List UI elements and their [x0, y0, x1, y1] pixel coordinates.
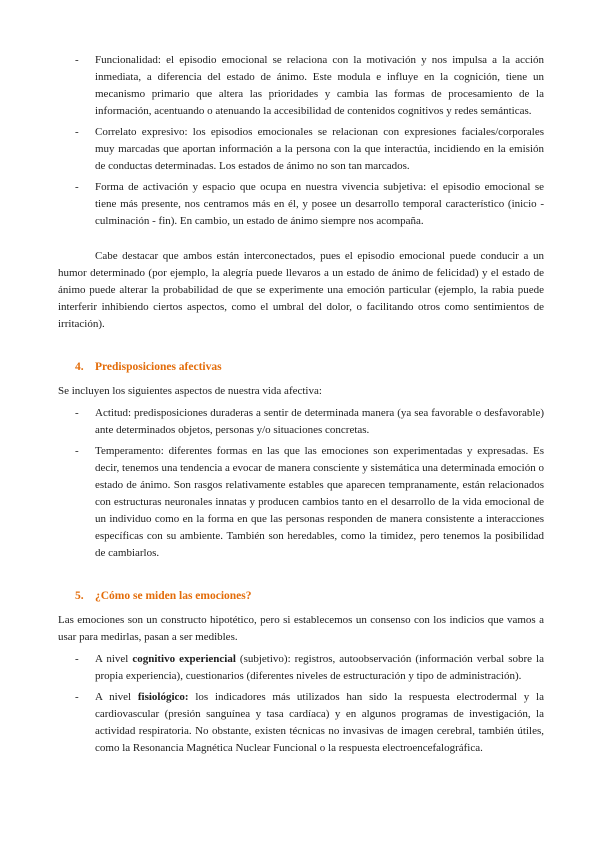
heading-number: 5.	[75, 590, 84, 602]
heading-label: ¿Cómo se miden las emociones?	[95, 590, 252, 602]
interconnection-paragraph: Cabe destacar que ambos están interconectados, pues el episodio emocional puede conducir a un humor determinado (por ejemplo, la alegría puede llevaros a un estado de ánimo de felicidad) y el estado de ánimo puede alterar la probabilidad de que se experimente una emoción particular (ejemplo, la rabia puede interferir inhibiendo ciertos aspectos, como el umbral del dolor, o facilitando otros como sentimientos de irritación).	[58, 250, 544, 330]
section-5-heading	[58, 588, 544, 605]
bold-text-run: cognitivo experiencial	[132, 653, 236, 665]
list-item	[58, 52, 544, 120]
section-5-intro: Las emociones son un constructo hipotético, pero si establecemos un consenso con los indicios que vamos a usar para medirlas, pasan a ser medibles.	[58, 614, 544, 643]
heading-number: 4.	[75, 361, 84, 373]
dash-marker: -	[75, 407, 79, 419]
text-run: (subjetivo): registros, autoobservación (información verbal sobre la propia experiencia), cuestionarios (diferentes niveles de estructuración y tipo de administración).	[95, 653, 544, 682]
list-item	[58, 124, 544, 175]
list-item-text: Funcionalidad: el episodio emocional se relaciona con la motivación y nos impulsa a la acción inmediata, a diferencia del estado de ánimo. Este modula e influye en la cognición, tiene un mecanismo primario que altera las prioridades y cambia las formas de procesamiento de la información, acentuando o atenuando la accesibilidad de contenidos cognitivos y redes semánticas.	[95, 54, 544, 117]
list-item	[58, 443, 544, 562]
section-4-heading	[58, 359, 544, 376]
dash-marker: -	[75, 181, 79, 193]
list-item	[58, 651, 544, 685]
heading-label: Predisposiciones afectivas	[95, 361, 222, 373]
list-item-text	[95, 651, 544, 685]
list-item-text	[95, 689, 544, 757]
list-item-text: Forma de activación y espacio que ocupa en nuestra vivencia subjetiva: el episodio emocional se tiene más presente, nos centramos más en él, y posee un desarrollo temporal característico (inicio - culminación - fin). En cambio, un estado de ánimo siempre nos acompaña.	[95, 181, 544, 227]
dash-marker: -	[75, 691, 79, 703]
list-item-text: Correlato expresivo: los episodios emocionales se relacionan con expresiones faciales/corporales muy marcadas que aportan información a la persona con la que interactúa, incidiendo en la emisión de conductas determinadas. Los estados de ánimo no son tan marcados.	[95, 126, 544, 172]
affective-predispositions-list	[58, 405, 544, 562]
bold-text-run: fisiológico:	[137, 691, 189, 703]
list-item-text: Actitud: predisposiciones duraderas a sentir de determinada manera (ya sea favorable o desfavorable) ante determinados objetos, personas y/o situaciones concretas.	[95, 407, 544, 436]
list-item	[58, 405, 544, 439]
dash-marker: -	[75, 126, 79, 138]
text-run: los indicadores más utilizados han sido la respuesta electrodermal y la cardiovascular (presión sanguínea y tasa cardíaca) y en algunos programas de investigación, la actividad respiratoria. No obstante, existen técnicas no invasivas de imagen cerebral, también útiles, como la Resonancia Magnética Nuclear Funcional o la respuesta electroencefalográfica.	[95, 691, 544, 754]
list-item	[58, 689, 544, 757]
text-run: A nivel	[95, 691, 138, 703]
text-run: A nivel	[95, 653, 133, 665]
section-4-intro: Se incluyen los siguientes aspectos de nuestra vida afectiva:	[58, 385, 322, 397]
episode-features-list	[58, 52, 544, 230]
dash-marker: -	[75, 54, 79, 66]
dash-marker: -	[75, 653, 79, 665]
list-item	[58, 179, 544, 230]
measurement-levels-list	[58, 651, 544, 757]
list-item-text: Temperamento: diferentes formas en las que las emociones son experimentadas y expresadas. Es decir, tenemos una tendencia a evocar de manera consciente y sistemática una determinada emoción o estado de ánimo. Son rasgos relativamente estables que aparecen tempranamente, están relacionados con estructuras neuronales innatas y producen cambios tanto en el desarrollo de la vida emocional de un individuo como en la forma en que las personas responden de manera consistente a interacciones específicas con su ambiente. También son heredables, como la timidez, pero tenemos la posibilidad de cambiarlos.	[95, 445, 544, 559]
dash-marker: -	[75, 445, 79, 457]
